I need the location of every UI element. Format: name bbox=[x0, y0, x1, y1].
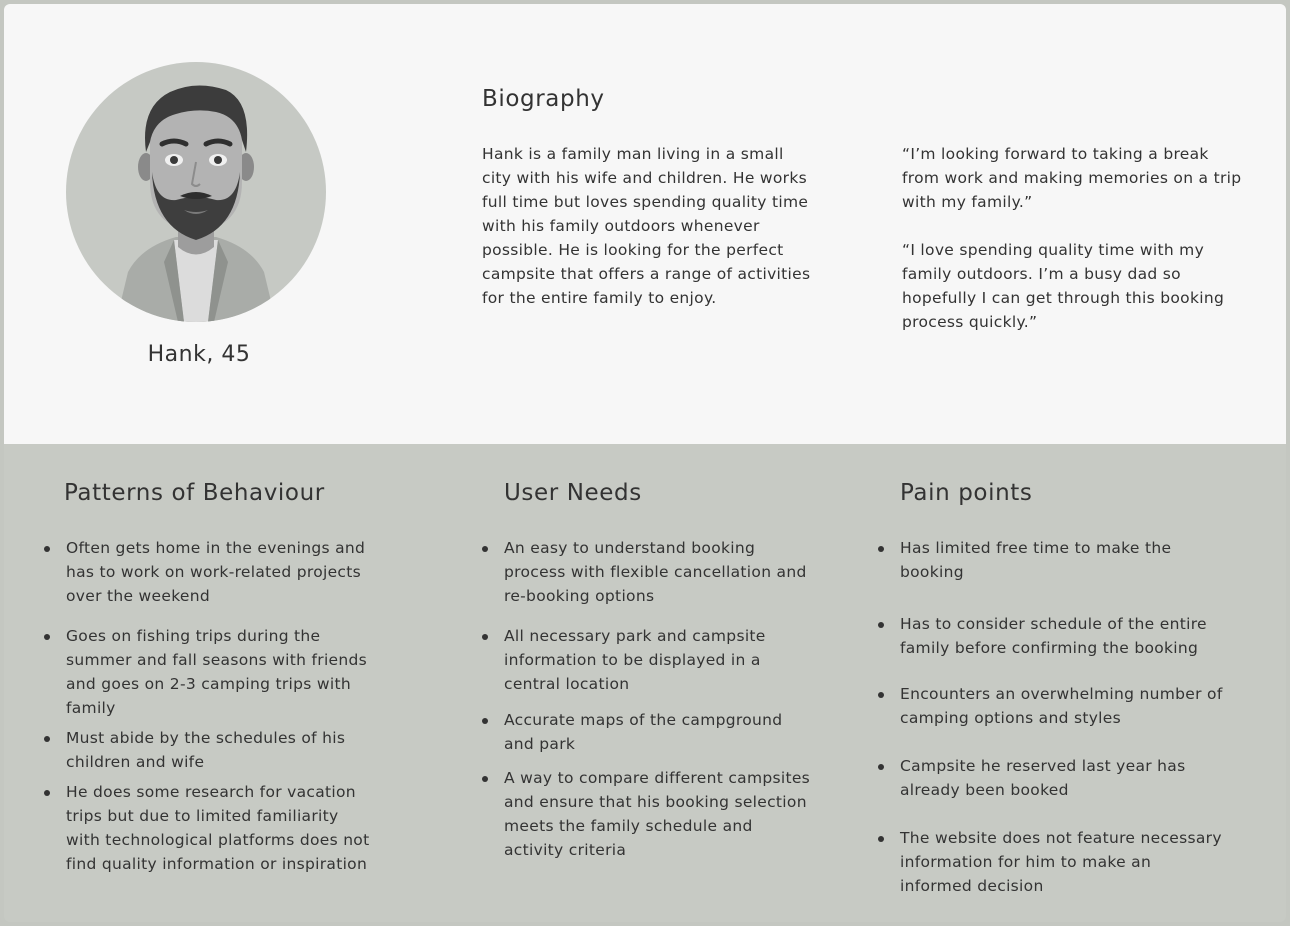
list-item: He does some research for vacation trips but due to limited familiarity with technological platforms does not find quality information or inspiration bbox=[44, 780, 374, 876]
quote: “I love spending quality time with my family outdoors. I’m a busy dad so hopefully I can get through this booking process quickly.” bbox=[902, 241, 1225, 331]
list-item: Has to consider schedule of the entire family before confirming the booking bbox=[878, 612, 1228, 660]
behaviour-list bbox=[44, 536, 374, 876]
list-item: Encounters an overwhelming number of camping options and styles bbox=[878, 682, 1228, 730]
list-item: Must abide by the schedules of his children and wife bbox=[44, 726, 374, 774]
list-item: An easy to understand booking process with flexible cancellation and re-booking options bbox=[482, 536, 812, 608]
list-item: Campsite he reserved last year has already been booked bbox=[878, 754, 1228, 802]
list-item: Accurate maps of the campground and park bbox=[482, 708, 812, 756]
list-item: All necessary park and campsite information to be displayed in a central location bbox=[482, 624, 812, 696]
persona-name: Hank, 45 bbox=[147, 342, 251, 367]
pain-points-title: Pain points bbox=[900, 480, 1033, 506]
pain-points-list bbox=[878, 536, 1228, 898]
quote: “I’m looking forward to taking a break from work and making memories on a trip with my family.” bbox=[902, 145, 1242, 211]
bearded-man-avatar-icon bbox=[66, 62, 326, 322]
behaviour-title: Patterns of Behaviour bbox=[64, 480, 325, 506]
avatar bbox=[66, 62, 326, 322]
persona-header-section bbox=[4, 4, 1286, 444]
list-item: Goes on fishing trips during the summer and fall seasons with friends and goes on 2-3 camping trips with family bbox=[44, 624, 374, 720]
needs-title: User Needs bbox=[504, 480, 642, 506]
needs-list bbox=[482, 536, 812, 862]
biography-text: Hank is a family man living in a small city with his wife and children. He works full time but loves spending quality time with his family outdoors whenever possible. He is looking for the perfect campsite that offers a range of activities for the entire family to enjoy. bbox=[482, 145, 811, 307]
biography-title: Biography bbox=[482, 86, 605, 112]
quotes bbox=[902, 142, 1242, 358]
list-item: Often gets home in the evenings and has to work on work-related projects over the weekend bbox=[44, 536, 374, 608]
list-item: The website does not feature necessary information for him to make an informed decision bbox=[878, 826, 1228, 898]
list-item: A way to compare different campsites and ensure that his booking selection meets the family schedule and activity criteria bbox=[482, 766, 812, 862]
list-item: Has limited free time to make the booking bbox=[878, 536, 1228, 584]
